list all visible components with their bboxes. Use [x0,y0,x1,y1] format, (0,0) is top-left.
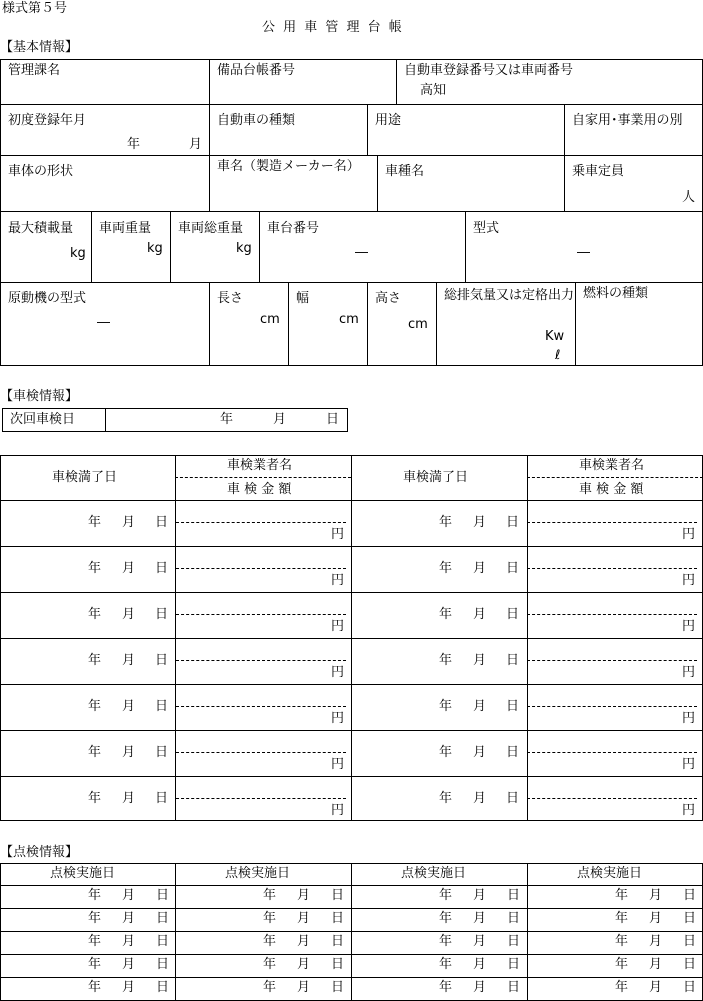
liter-unit: ℓ [555,348,561,363]
check-day: 日 [156,957,170,972]
first-reg-month: 月 [189,137,203,152]
check-year: 年 [88,888,102,903]
check-month: 月 [649,980,663,995]
amount-yen-left: 円 [331,527,345,542]
type-dash: ― [577,245,590,260]
gross-weight-label: 車両総重量 [178,221,244,236]
expiry-year-right: 年 [439,791,453,806]
body-shape-label: 車体の形状 [8,164,74,179]
expiry-month-right: 月 [473,653,487,668]
amount-yen-right: 円 [682,803,696,818]
check-year: 年 [263,911,277,926]
check-month: 月 [649,911,663,926]
expiry-month-left: 月 [122,653,136,668]
check-month: 月 [122,911,136,926]
check-year: 年 [439,911,453,926]
expiry-day-right: 日 [506,699,520,714]
check-month: 月 [122,934,136,949]
check-year: 年 [615,934,629,949]
maker-label: 車名（製造メーカー名） [217,159,360,174]
check-year: 年 [615,911,629,926]
check-year: 年 [439,957,453,972]
check-year: 年 [263,888,277,903]
first-reg-label: 初度登録年月 [8,113,87,128]
chassis-no-dash: ― [355,245,368,260]
expiry-day-right: 日 [506,745,520,760]
vehicle-kind-label: 自動車の種類 [217,113,296,128]
expiry-day-left: 日 [155,653,169,668]
amount-yen-left: 円 [331,757,345,772]
expiry-header-right: 車検満了日 [403,470,469,485]
gross-weight-unit: kg [236,241,252,256]
check-day: 日 [156,980,170,995]
dept-label: 管理課名 [8,63,61,78]
expiry-day-right: 日 [506,607,520,622]
check-month: 月 [473,957,487,972]
capacity-label: 乗車定員 [572,164,625,179]
expiry-year-right: 年 [439,515,453,530]
next-inspection-year: 年 [220,412,234,427]
expiry-month-left: 月 [122,699,136,714]
check-month: 月 [473,911,487,926]
check-day: 日 [683,888,697,903]
vendor-header-left: 車検業者名 [227,458,293,473]
weight-unit: kg [147,241,163,256]
expiry-year-left: 年 [88,607,102,622]
page-title: 公 用 車 管 理 台 帳 [262,20,404,35]
check-day: 日 [156,888,170,903]
expiry-year-left: 年 [88,653,102,668]
expiry-month-right: 月 [473,699,487,714]
expiry-day-right: 日 [506,653,520,668]
expiry-month-right: 月 [473,607,487,622]
check-day: 日 [507,957,521,972]
width-label: 幅 [296,291,310,306]
expiry-day-left: 日 [155,561,169,576]
check-day: 日 [507,911,521,926]
check-year: 年 [88,980,102,995]
check-year: 年 [263,934,277,949]
check-day: 日 [683,980,697,995]
expiry-year-left: 年 [88,745,102,760]
check-year: 年 [615,957,629,972]
amount-yen-right: 円 [682,527,696,542]
check-month: 月 [649,888,663,903]
check-day: 日 [331,911,345,926]
max-load-label: 最大積載量 [8,221,74,236]
check-month: 月 [122,957,136,972]
expiry-year-right: 年 [439,699,453,714]
amount-yen-right: 円 [682,619,696,634]
expiry-year-right: 年 [439,745,453,760]
expiry-day-left: 日 [155,515,169,530]
expiry-year-left: 年 [88,791,102,806]
check-header: 点検実施日 [225,866,291,881]
check-day: 日 [683,911,697,926]
amount-yen-left: 円 [331,573,345,588]
check-day: 日 [331,888,345,903]
engine-type-label: 原動機の型式 [8,291,87,306]
amount-yen-right: 円 [682,573,696,588]
use-label: 用途 [375,113,402,128]
height-label: 高さ [375,291,402,306]
width-unit: cm [339,312,359,327]
model-name-label: 車種名 [385,164,425,179]
weight-label: 車両重量 [99,221,152,236]
check-year: 年 [88,911,102,926]
check-month: 月 [122,980,136,995]
kw-unit: Kw [545,329,565,344]
check-year: 年 [439,934,453,949]
check-month: 月 [473,934,487,949]
check-header: 点検実施日 [577,866,643,881]
expiry-month-left: 月 [122,745,136,760]
expiry-month-right: 月 [473,561,487,576]
next-inspection-day: 日 [326,412,340,427]
check-month: 月 [649,957,663,972]
check-year: 年 [263,980,277,995]
expiry-year-left: 年 [88,515,102,530]
check-year: 年 [88,957,102,972]
check-month: 月 [297,888,311,903]
expiry-year-right: 年 [439,653,453,668]
check-header: 点検実施日 [50,866,116,881]
check-day: 日 [156,911,170,926]
check-year: 年 [615,888,629,903]
form-number: 様式第５号 [2,1,68,16]
expiry-month-left: 月 [122,607,136,622]
expiry-header-left: 車検満了日 [52,470,118,485]
next-inspection-month: 月 [273,412,287,427]
expiry-month-left: 月 [122,561,136,576]
amount-yen-left: 円 [331,619,345,634]
check-year: 年 [263,957,277,972]
expiry-year-left: 年 [88,561,102,576]
check-month: 月 [122,888,136,903]
reg-no-value: 高知 [420,83,447,98]
next-inspection-label: 次回車検日 [10,412,76,427]
length-unit: cm [260,312,280,327]
capacity-unit: 人 [682,190,696,205]
check-month: 月 [649,934,663,949]
expiry-day-left: 日 [155,745,169,760]
check-year: 年 [439,980,453,995]
check-month: 月 [297,911,311,926]
expiry-day-left: 日 [155,791,169,806]
amount-header-left: 車 検 金 額 [227,482,292,497]
check-year: 年 [439,888,453,903]
expiry-day-right: 日 [506,561,520,576]
height-unit: cm [408,317,428,332]
expiry-month-right: 月 [473,745,487,760]
check-year: 年 [615,980,629,995]
check-month: 月 [297,980,311,995]
private-business-label: 自家用･事業用の別 [572,113,683,128]
engine-type-dash: ― [97,315,110,330]
expiry-year-right: 年 [439,607,453,622]
amount-yen-right: 円 [682,711,696,726]
displacement-label: 総排気量又は定格出力 [444,288,575,303]
inspection-section-title: 【車検情報】 [0,389,79,404]
asset-no-label: 備品台帳番号 [217,63,296,78]
check-day: 日 [331,980,345,995]
expiry-month-left: 月 [122,791,136,806]
expiry-month-left: 月 [122,515,136,530]
check-month: 月 [297,934,311,949]
check-section-title: 【点検情報】 [0,845,79,860]
check-day: 日 [331,934,345,949]
expiry-day-right: 日 [506,791,520,806]
expiry-year-right: 年 [439,561,453,576]
check-day: 日 [331,957,345,972]
amount-yen-left: 円 [331,803,345,818]
amount-yen-right: 円 [682,665,696,680]
first-reg-year: 年 [127,137,141,152]
type-label: 型式 [473,221,500,236]
fuel-label: 燃料の種類 [583,286,649,301]
amount-header-right: 車 検 金 額 [579,482,644,497]
check-day: 日 [507,888,521,903]
expiry-day-right: 日 [506,515,520,530]
check-day: 日 [156,934,170,949]
chassis-no-label: 車台番号 [267,221,320,236]
check-day: 日 [683,957,697,972]
check-header: 点検実施日 [401,866,467,881]
check-day: 日 [507,934,521,949]
reg-no-label: 自動車登録番号又は車両番号 [404,63,574,78]
expiry-month-right: 月 [473,791,487,806]
amount-yen-left: 円 [331,665,345,680]
check-month: 月 [297,957,311,972]
length-label: 長さ [217,291,244,306]
check-day: 日 [683,934,697,949]
expiry-day-left: 日 [155,699,169,714]
amount-yen-right: 円 [682,757,696,772]
check-day: 日 [507,980,521,995]
check-year: 年 [88,934,102,949]
basic-section-title: 【基本情報】 [0,40,79,55]
expiry-year-left: 年 [88,699,102,714]
check-month: 月 [473,980,487,995]
vendor-header-right: 車検業者名 [579,458,645,473]
max-load-unit: kg [70,246,86,261]
expiry-day-left: 日 [155,607,169,622]
amount-yen-left: 円 [331,711,345,726]
expiry-month-right: 月 [473,515,487,530]
check-month: 月 [473,888,487,903]
